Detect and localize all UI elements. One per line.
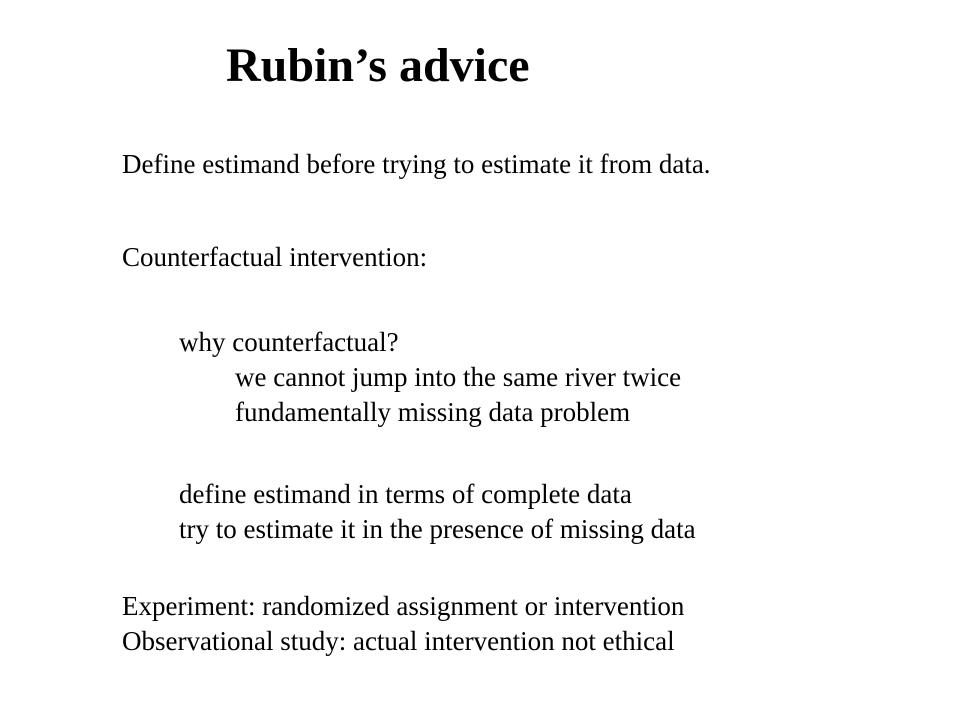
statement-define-estimand: Define estimand before trying to estimate it from data.: [122, 149, 711, 179]
statement-experiment: Experiment: randomized assignment or intervention: [122, 591, 685, 621]
statement-observational-study: Observational study: actual intervention not ethical: [122, 626, 675, 656]
question-why-counterfactual: why counterfactual?: [179, 327, 399, 357]
heading-counterfactual-intervention: Counterfactual intervention:: [122, 242, 428, 272]
slide-title: Rubin’s advice: [226, 39, 530, 92]
point-estimate-missing-data: try to estimate it in the presence of missing data: [179, 514, 696, 544]
answer-river-twice: we cannot jump into the same river twice: [235, 362, 682, 392]
point-define-complete-data: define estimand in terms of complete data: [179, 479, 632, 509]
answer-missing-data-problem: fundamentally missing data problem: [235, 397, 631, 427]
